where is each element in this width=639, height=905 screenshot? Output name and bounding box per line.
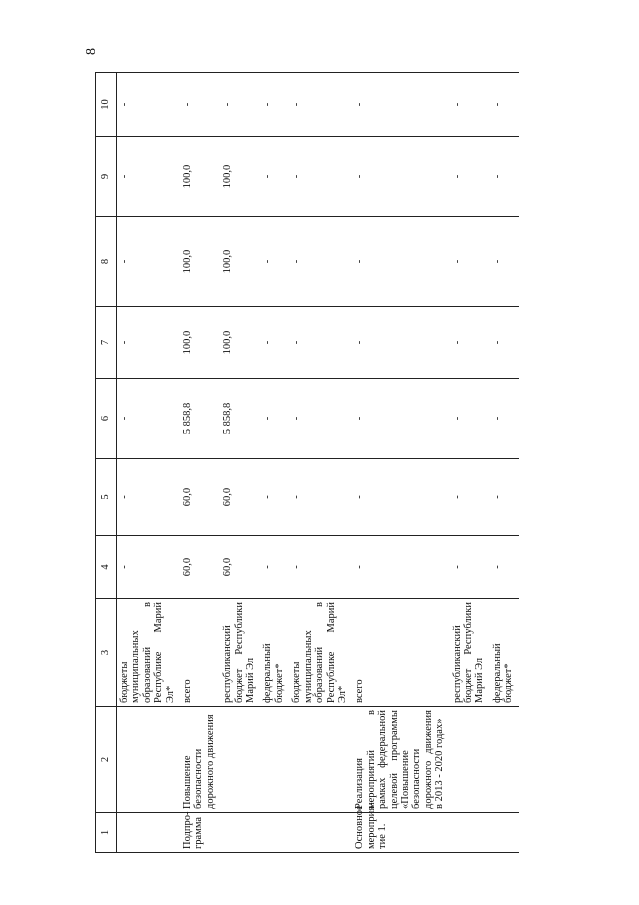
funding-source-cell: республиканский бюджет Республики Марий Эл: [450, 599, 490, 707]
col-number: 4: [96, 536, 117, 599]
table-row: [490, 73, 519, 853]
section-cell: [490, 813, 519, 853]
value-cell: 60,0: [180, 459, 220, 536]
value-cell: 100,0: [180, 307, 220, 379]
value-cell: -: [352, 217, 449, 307]
col-number: 9: [96, 137, 117, 217]
value-cell: -: [490, 307, 519, 379]
value-cell: -: [260, 137, 289, 217]
funding-source-cell: бюджеты муниципальных образований в Республике Марий Эл*: [117, 599, 180, 707]
value-cell: -: [289, 73, 352, 137]
col-number: 2: [96, 707, 117, 813]
value-cell: -: [117, 137, 180, 217]
value-cell: -: [260, 536, 289, 599]
table-row: [289, 73, 352, 853]
value-cell: 5 858,8: [220, 379, 260, 459]
value-cell: -: [352, 73, 449, 137]
table-row: [117, 73, 180, 853]
value-cell: -: [289, 217, 352, 307]
funding-source-cell: федеральный бюджет*: [260, 599, 289, 707]
name-cell: Реализация мероприятий в рамках федеральной целевой программы «Повышение безопасности дорожного движения в 2013 - 2020 годах»: [352, 707, 449, 813]
col-number: 1: [96, 813, 117, 853]
value-cell: -: [289, 137, 352, 217]
budget-table-rotated: [95, 73, 555, 853]
value-cell: -: [490, 137, 519, 217]
value-cell: -: [490, 217, 519, 307]
section-cell: [450, 813, 490, 853]
value-cell: -: [260, 459, 289, 536]
col-number: 8: [96, 217, 117, 307]
value-cell: -: [260, 307, 289, 379]
table-row: [260, 73, 289, 853]
value-cell: -: [490, 459, 519, 536]
value-cell: 5 858,8: [180, 379, 220, 459]
value-cell: 60,0: [220, 459, 260, 536]
value-cell: -: [289, 459, 352, 536]
value-cell: -: [117, 217, 180, 307]
value-cell: 100,0: [180, 217, 220, 307]
funding-source-cell: бюджеты муниципальных образований в Республике Марий Эл*: [289, 599, 352, 707]
value-cell: -: [117, 536, 180, 599]
page-number: 8: [84, 48, 99, 55]
name-cell: [117, 707, 180, 813]
value-cell: -: [450, 73, 490, 137]
table-row: [220, 73, 260, 853]
value-cell: -: [490, 536, 519, 599]
value-cell: -: [490, 379, 519, 459]
value-cell: -: [220, 73, 260, 137]
value-cell: -: [450, 137, 490, 217]
col-number: 3: [96, 599, 117, 707]
budget-table: [95, 72, 117, 853]
value-cell: -: [117, 379, 180, 459]
value-cell: -: [352, 379, 449, 459]
value-cell: -: [352, 307, 449, 379]
value-cell: -: [450, 536, 490, 599]
budget-table-body: [117, 72, 519, 853]
column-number-header: [96, 73, 117, 853]
col-number: 10: [96, 73, 117, 137]
col-number: 6: [96, 379, 117, 459]
section-cell: [260, 813, 289, 853]
value-cell: -: [289, 307, 352, 379]
value-cell: 60,0: [220, 536, 260, 599]
value-cell: 100,0: [220, 217, 260, 307]
value-cell: -: [352, 137, 449, 217]
value-cell: -: [117, 459, 180, 536]
value-cell: -: [352, 459, 449, 536]
value-cell: 100,0: [180, 137, 220, 217]
value-cell: 100,0: [220, 137, 260, 217]
section-cell: [220, 813, 260, 853]
name-cell: [289, 707, 352, 813]
section-cell: [289, 813, 352, 853]
name-cell: [490, 707, 519, 813]
value-cell: -: [490, 73, 519, 137]
value-cell: 100,0: [220, 307, 260, 379]
name-cell: Повышение безопасности дорожного движения: [180, 707, 220, 813]
value-cell: -: [260, 217, 289, 307]
section-cell: Подпро- грамма: [180, 813, 220, 853]
funding-source-cell: всего: [352, 599, 449, 707]
value-cell: -: [260, 379, 289, 459]
col-number: 7: [96, 307, 117, 379]
funding-source-cell: всего: [180, 599, 220, 707]
value-cell: -: [450, 307, 490, 379]
col-number: 5: [96, 459, 117, 536]
value-cell: -: [450, 459, 490, 536]
name-cell: [260, 707, 289, 813]
section-cell: Основное мероприя- тие 1.: [352, 813, 449, 853]
name-cell: [450, 707, 490, 813]
value-cell: -: [117, 73, 180, 137]
value-cell: -: [117, 307, 180, 379]
table-row: [450, 73, 490, 853]
table-row: [352, 73, 449, 853]
value-cell: 60,0: [180, 536, 220, 599]
funding-source-cell: республиканский бюджет Республики Марий Эл: [220, 599, 260, 707]
table-row: [180, 73, 220, 853]
value-cell: -: [289, 379, 352, 459]
value-cell: -: [352, 536, 449, 599]
value-cell: -: [260, 73, 289, 137]
section-cell: [117, 813, 180, 853]
name-cell: [220, 707, 260, 813]
value-cell: -: [450, 217, 490, 307]
funding-source-cell: федеральный бюджет*: [490, 599, 519, 707]
value-cell: -: [180, 73, 220, 137]
value-cell: -: [450, 379, 490, 459]
value-cell: -: [289, 536, 352, 599]
